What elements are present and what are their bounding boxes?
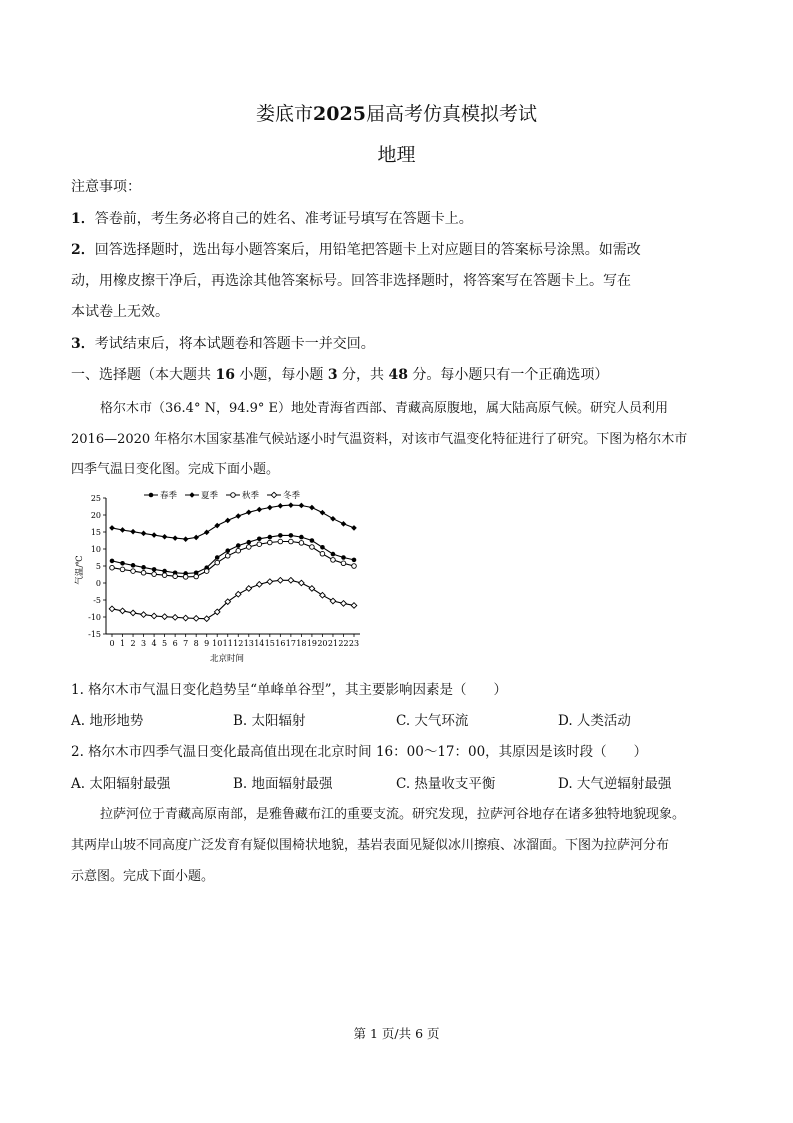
series-2-point bbox=[151, 532, 157, 538]
series-1-point bbox=[331, 552, 336, 557]
series-2-point bbox=[235, 513, 241, 519]
x-tick-label: 2 bbox=[130, 639, 136, 648]
legend-label: 秋季 bbox=[242, 491, 260, 501]
series-3-point bbox=[352, 564, 357, 569]
series-4-point bbox=[341, 601, 347, 607]
series-4-point bbox=[183, 615, 189, 621]
y-tick-label: -5 bbox=[93, 596, 101, 605]
x-tick-label: 18 bbox=[296, 639, 307, 648]
series-4-point bbox=[330, 598, 336, 604]
series-4-point bbox=[120, 608, 126, 614]
series-2-point bbox=[130, 529, 136, 535]
series-3-point bbox=[331, 558, 336, 563]
series-3-point bbox=[310, 545, 315, 550]
x-tick-label: 19 bbox=[306, 639, 318, 648]
notice-item-1: 1．答卷前，考生务必将自己的姓名、准考证号填写在答题卡上。 bbox=[71, 211, 473, 227]
series-3-point bbox=[215, 560, 220, 565]
y-tick-label: 5 bbox=[95, 562, 101, 571]
series-3-point bbox=[268, 540, 273, 545]
series-line-1 bbox=[112, 535, 354, 573]
notice-item-2: 2．回答选择题时，选出每小题答案后，用铅笔把答题卡上对应题目的答案标号涂黑。如需改 bbox=[71, 242, 641, 258]
question-1-option-d[interactable]: D. 人类活动 bbox=[558, 713, 631, 729]
legend-marker bbox=[189, 492, 195, 498]
series-3-point bbox=[194, 574, 199, 579]
x-tick-label: 7 bbox=[183, 639, 189, 648]
series-4-point bbox=[267, 579, 273, 585]
x-tick-label: 4 bbox=[151, 639, 157, 648]
series-4-point bbox=[299, 580, 305, 586]
x-tick-label: 17 bbox=[285, 639, 296, 648]
x-tick-label: 14 bbox=[254, 639, 265, 648]
x-tick-label: 11 bbox=[222, 639, 233, 648]
series-2-point bbox=[288, 502, 294, 508]
x-tick-label: 8 bbox=[193, 639, 199, 648]
y-tick-label: -15 bbox=[88, 630, 101, 639]
series-1-point bbox=[320, 545, 325, 550]
subject-title: 地理 bbox=[377, 144, 416, 166]
question-2-option-c[interactable]: C. 热量收支平衡 bbox=[396, 776, 496, 792]
series-1-point bbox=[257, 537, 262, 542]
series-1-point bbox=[299, 535, 304, 540]
series-2-point bbox=[267, 505, 273, 511]
x-tick-label: 20 bbox=[317, 639, 328, 648]
series-3-point bbox=[278, 539, 283, 544]
series-3-point bbox=[141, 571, 146, 576]
legend-marker bbox=[149, 493, 154, 498]
series-3-point bbox=[131, 569, 136, 574]
passage1-line1: 格尔木市（36.4° N，94.9° E）地处青海省西部、青藏高原腹地，属大陆高原气候。研究人员利用 bbox=[100, 401, 669, 416]
x-tick-label: 3 bbox=[141, 639, 147, 648]
x-tick-label: 10 bbox=[212, 639, 223, 648]
temperature-chart bbox=[72, 486, 372, 672]
series-3-point bbox=[204, 569, 209, 574]
series-1-point bbox=[289, 533, 294, 538]
series-2-point bbox=[257, 507, 263, 513]
series-line-2 bbox=[112, 505, 354, 539]
series-4-point bbox=[246, 586, 252, 592]
series-1-point bbox=[268, 535, 273, 540]
question-1-stem: 1. 格尔木市气温日变化趋势呈“单峰单谷型”，其主要影响因素是（ ） bbox=[71, 682, 507, 698]
series-3-point bbox=[246, 545, 251, 550]
section-heading: 一、选择题（本大题共 16 小题，每小题 3 分，共 48 分。每小题只有一个正确选项） bbox=[71, 367, 609, 383]
series-4-point bbox=[193, 616, 199, 622]
series-1-point bbox=[236, 543, 241, 548]
x-tick-label: 1 bbox=[119, 639, 126, 648]
passage2-line3: 示意图。完成下面小题。 bbox=[71, 869, 215, 884]
passage2-line1: 拉萨河位于青藏高原南部，是雅鲁藏布江的重要支流。研究发现，拉萨河谷地存在诸多独特地貌现象。 bbox=[100, 807, 686, 822]
x-tick-label: 12 bbox=[233, 639, 244, 648]
series-4-point bbox=[204, 616, 210, 622]
series-1-point bbox=[246, 540, 251, 545]
series-line-3 bbox=[112, 542, 354, 577]
series-4-point bbox=[130, 610, 136, 616]
x-tick-label: 5 bbox=[162, 639, 168, 648]
series-1-point bbox=[131, 563, 136, 568]
series-3-point bbox=[173, 574, 178, 579]
series-3-point bbox=[110, 565, 115, 570]
series-1-point bbox=[152, 567, 157, 572]
legend-label: 春季 bbox=[160, 491, 178, 501]
series-4-point bbox=[288, 577, 294, 583]
x-tick-label: 6 bbox=[172, 639, 178, 648]
series-2-point bbox=[320, 510, 326, 516]
series-4-point bbox=[351, 603, 357, 609]
question-1-option-c[interactable]: C. 大气环流 bbox=[396, 713, 469, 729]
series-4-point bbox=[151, 613, 157, 619]
series-1-point bbox=[141, 565, 146, 570]
series-3-point bbox=[299, 541, 304, 546]
y-tick-label: 20 bbox=[90, 511, 101, 520]
series-3-point bbox=[257, 542, 262, 547]
passage2-line2: 其两岸山坡不同高度广泛发育有疑似围椅状地貌，基岩表面见疑似冰川擦痕、冰溜面。下图为拉萨河分布 bbox=[71, 838, 670, 853]
series-1-point bbox=[310, 538, 315, 543]
series-4-point bbox=[109, 606, 115, 612]
question-2-option-a[interactable]: A. 太阳辐射最强 bbox=[71, 776, 171, 792]
series-1-point bbox=[341, 555, 346, 560]
series-3-point bbox=[236, 548, 241, 553]
series-3-point bbox=[225, 554, 230, 559]
series-3-point bbox=[320, 551, 325, 556]
series-3-point bbox=[341, 561, 346, 566]
x-tick-label: 9 bbox=[204, 639, 210, 648]
series-2-point bbox=[120, 527, 126, 533]
notice-heading: 注意事项： bbox=[71, 179, 141, 195]
series-4-point bbox=[141, 612, 147, 618]
series-3-point bbox=[289, 539, 294, 544]
question-2-stem: 2. 格尔木市四季气温日变化最高值出现在北京时间 16：00～17：00，其原因是该时段（ ） bbox=[71, 744, 648, 760]
series-4-point bbox=[162, 614, 168, 620]
series-3-point bbox=[162, 573, 167, 578]
notice-item-3: 3．考试结束后，将本试题卷和答题卡一并交回。 bbox=[71, 336, 375, 352]
y-tick-label: 10 bbox=[90, 545, 101, 554]
question-2-option-b[interactable]: B. 地面辐射最强 bbox=[233, 776, 333, 792]
series-2-point bbox=[141, 531, 147, 537]
series-2-point bbox=[351, 525, 357, 531]
series-3-point bbox=[152, 572, 157, 577]
series-4-point bbox=[309, 586, 315, 592]
notice-item-2-line2: 动，用橡皮擦干净后，再选涂其他答案标号。回答非选择题时，将答案写在答题卡上。写在 bbox=[71, 273, 631, 289]
x-tick-label: 21 bbox=[327, 639, 339, 648]
y-tick-label: 0 bbox=[95, 579, 101, 588]
x-tick-label: 22 bbox=[338, 639, 349, 648]
series-3-point bbox=[183, 575, 188, 580]
passage1-line2: 2016—2020 年格尔木国家基准气候站逐小时气温资料，对该市气温变化特征进行了研究。下图为格尔木市 bbox=[71, 432, 688, 447]
x-tick-label: 16 bbox=[275, 639, 286, 648]
series-2-point bbox=[193, 535, 199, 541]
passage1-line3: 四季气温日变化图。完成下面小题。 bbox=[71, 462, 280, 477]
series-2-point bbox=[183, 536, 189, 542]
series-2-point bbox=[309, 505, 315, 511]
series-1-point bbox=[352, 558, 357, 563]
legend-label: 夏季 bbox=[201, 491, 219, 501]
series-2-point bbox=[278, 503, 284, 509]
series-2-point bbox=[299, 503, 305, 509]
x-tick-label: 23 bbox=[348, 639, 360, 648]
series-2-point bbox=[330, 516, 336, 522]
question-2-option-d[interactable]: D. 大气逆辐射最强 bbox=[558, 776, 672, 792]
page-footer: 第 1 页/共 6 页 bbox=[353, 1026, 440, 1041]
x-tick-label: 0 bbox=[109, 639, 115, 648]
x-axis-label: 北京时间 bbox=[209, 654, 245, 664]
series-4-point bbox=[172, 615, 178, 621]
series-2-point bbox=[214, 523, 220, 529]
question-1-option-b[interactable]: B. 太阳辐射 bbox=[233, 713, 306, 729]
series-1-point bbox=[120, 561, 125, 566]
y-axis-label: 气温/℃ bbox=[75, 555, 85, 585]
series-line-4 bbox=[112, 580, 354, 618]
exam-title: 娄底市2025届高考仿真模拟考试 bbox=[256, 103, 537, 125]
series-3-point bbox=[120, 567, 125, 572]
legend-marker bbox=[271, 492, 277, 498]
series-4-point bbox=[320, 592, 326, 598]
series-4-point bbox=[257, 582, 263, 588]
legend-marker bbox=[231, 493, 236, 498]
question-1-option-a[interactable]: A. 地形地势 bbox=[71, 713, 144, 729]
series-2-point bbox=[246, 509, 252, 515]
x-tick-label: 15 bbox=[264, 639, 275, 648]
series-2-point bbox=[109, 525, 115, 531]
legend-label: 冬季 bbox=[283, 491, 301, 501]
series-1-point bbox=[215, 555, 220, 560]
y-tick-label: -10 bbox=[88, 613, 101, 622]
x-tick-label: 13 bbox=[243, 639, 254, 648]
series-1-point bbox=[278, 533, 283, 538]
series-1-point bbox=[110, 559, 115, 564]
series-2-point bbox=[172, 535, 178, 541]
y-tick-label: 25 bbox=[90, 494, 101, 503]
y-tick-label: 15 bbox=[90, 528, 101, 537]
series-2-point bbox=[162, 534, 168, 540]
series-4-point bbox=[278, 577, 284, 583]
series-2-point bbox=[341, 521, 347, 527]
series-1-point bbox=[225, 548, 230, 553]
series-2-point bbox=[225, 518, 231, 524]
notice-item-2-line3: 本试卷上无效。 bbox=[71, 304, 169, 320]
